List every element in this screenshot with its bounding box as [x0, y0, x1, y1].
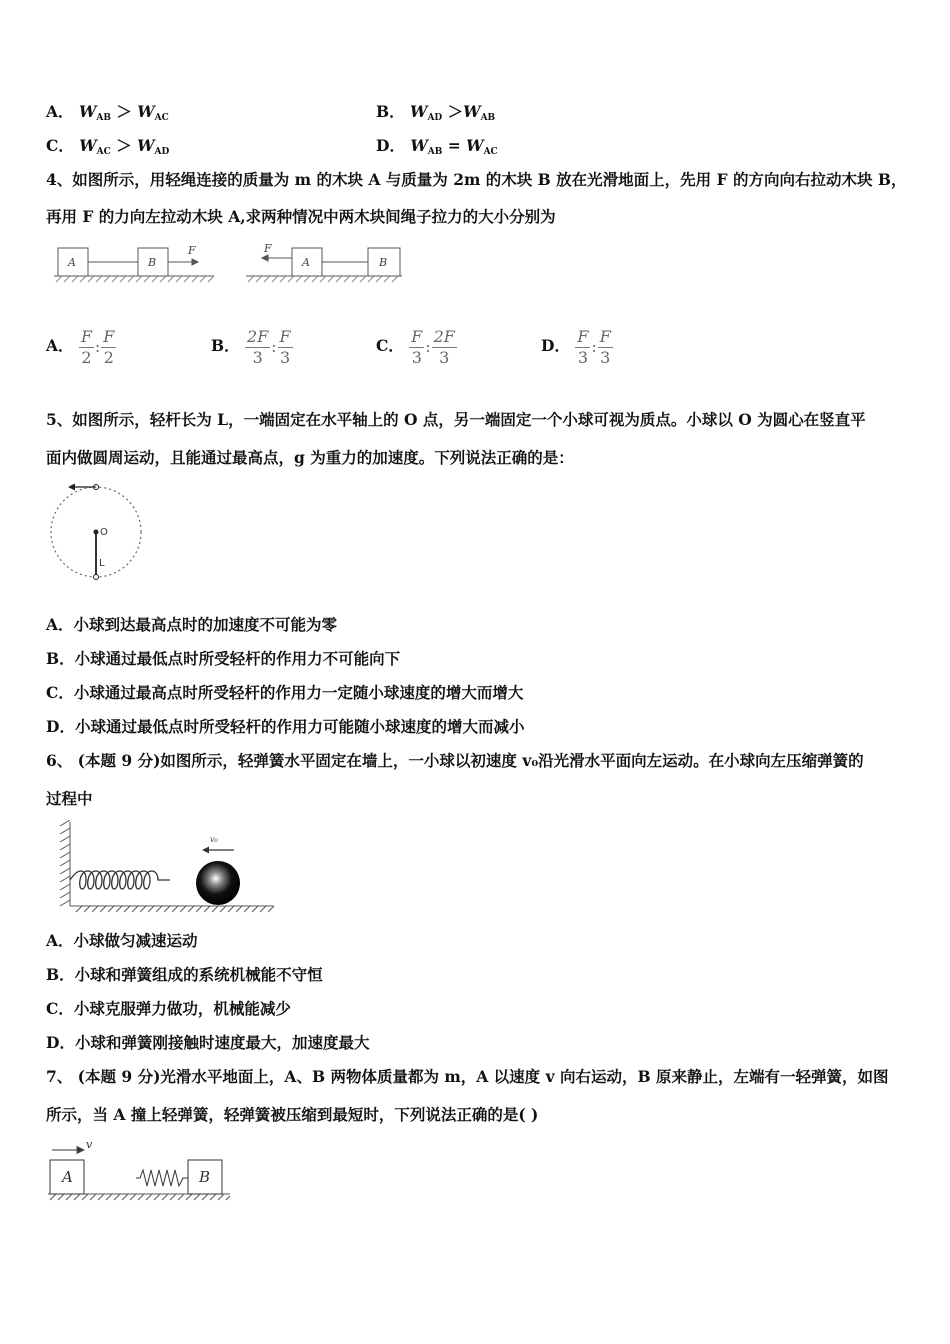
label-a-2: A	[302, 256, 310, 269]
option-label: B．	[376, 102, 405, 121]
velocity-arrow	[68, 484, 75, 491]
separator: :	[271, 338, 277, 356]
operator: ＞	[110, 136, 138, 155]
subscript: AB	[96, 113, 111, 123]
q6-stem-line1: 6、 (本题 9 分)如图所示，轻弹簧水平固定在墙上，一小球以初速度 v₀沿光滑水平面向左运动。在小球向左压缩弹簧的	[46, 751, 864, 770]
work-symbol: W	[137, 136, 155, 155]
fraction: $\frac{F}{3}$	[279, 326, 291, 367]
work-symbol: W	[410, 102, 428, 121]
option-label: D．	[541, 336, 570, 355]
q6-stem-line2: 过程中	[46, 789, 93, 808]
q3-option-a	[46, 102, 169, 128]
ball	[94, 575, 99, 580]
fraction: $\frac{F}{2}$	[103, 326, 115, 367]
fraction: $\frac{2F}{3}$	[433, 326, 455, 367]
ball	[196, 861, 240, 905]
option-label: C．	[376, 336, 404, 355]
subscript: AC	[154, 113, 169, 123]
q4-stem-line1: 4、如图所示，用轻绳连接的质量为 m 的木块 A 与质量为 2m 的木块 B 放在光滑地面上，先用 F 的方向向右拉动木块 B，	[46, 170, 907, 189]
subscript: AD	[427, 113, 443, 123]
ground-hatch	[56, 276, 214, 282]
fraction: $\frac{F}{3}$	[577, 326, 589, 367]
operator: ＞	[442, 102, 464, 121]
fraction: $\frac{F}{2}$	[80, 326, 93, 367]
option-label: D．	[376, 136, 405, 155]
q4-option-b	[211, 325, 293, 368]
label-b: B	[148, 256, 157, 269]
q6-option-a: A．小球做匀减速运动	[46, 931, 198, 950]
q4-stem-line2: 再用 F 的力向左拉动木块 A,求两种情况中两木块间绳子拉力的大小分别为	[46, 207, 556, 226]
subscript: AC	[96, 147, 111, 157]
q6-option-b: B．小球和弹簧组成的系统机械能不守恒	[46, 965, 323, 984]
label-f-2: F	[264, 242, 272, 255]
option-label: A．	[46, 102, 74, 121]
subscript: AB	[480, 113, 496, 123]
q7-figure	[44, 1134, 234, 1204]
q6-option-c: C．小球克服弹力做功，机械能减少	[46, 999, 291, 1018]
label-v: v	[86, 1138, 93, 1151]
option-label: A．	[46, 336, 74, 355]
q3-option-c	[46, 136, 169, 162]
option-label: C．	[46, 136, 74, 155]
q5-option-b: B．小球通过最低点时所受轻杆的作用力不可能向下	[46, 649, 401, 668]
label-v0: v₀	[210, 835, 218, 844]
q4-option-a	[46, 325, 116, 368]
work-symbol: W	[137, 102, 155, 121]
work-symbol: W	[79, 136, 97, 155]
label-a: A	[62, 1168, 73, 1186]
q4-figure	[50, 238, 420, 288]
q7-stem-line1: 7、 (本题 9 分)光滑水平地面上，A、B 两物体质量都为 m，A 以速度 v 向右运动，B 原来静止，左端有一轻弹簧，如图	[46, 1067, 889, 1086]
label-a: A	[68, 256, 76, 269]
label-b: B	[199, 1168, 211, 1186]
work-symbol: W	[463, 102, 481, 121]
q6-option-d: D．小球和弹簧刚接触时速度最大，加速度最大	[46, 1033, 370, 1052]
velocity-arrow	[77, 1147, 84, 1154]
q5-option-a: A．小球到达最高点时的加速度不可能为零	[46, 615, 338, 634]
q3-option-d	[376, 136, 498, 162]
q5-option-c: C．小球通过最高点时所受轻杆的作用力一定随小球速度的增大而增大	[46, 683, 524, 702]
q7-stem-line2: 所示，当 A 撞上轻弹簧，轻弹簧被压缩到最短时，下列说法正确的是( )	[46, 1105, 539, 1124]
operator: =	[442, 136, 467, 155]
label-o: O	[100, 527, 108, 538]
label-l: L	[99, 558, 105, 569]
separator: :	[591, 338, 597, 356]
separator: :	[95, 338, 101, 356]
q4-option-c	[376, 325, 457, 368]
q4-option-d	[541, 325, 613, 368]
work-symbol: W	[78, 102, 97, 121]
pivot-o	[94, 530, 99, 535]
work-symbol: W	[466, 136, 484, 155]
q3-option-b	[376, 102, 495, 128]
label-f: F	[188, 244, 196, 257]
fraction: $\frac{F}{3}$	[411, 326, 423, 367]
spring	[70, 871, 170, 889]
q5-stem-line1: 5、如图所示，轻杆长为 L，一端固定在水平轴上的 O 点，另一端固定一个小球可视为质点。小球以 O 为圆心在竖直平	[46, 410, 866, 429]
label-b-2: B	[379, 256, 388, 269]
work-symbol: W	[410, 136, 428, 155]
separator: :	[425, 338, 431, 356]
option-label: B．	[211, 336, 240, 355]
fraction: $\frac{F}{3}$	[599, 326, 611, 367]
subscript: AB	[427, 147, 443, 157]
q5-figure	[48, 480, 148, 588]
spring	[136, 1170, 188, 1186]
operator: ＞	[110, 102, 138, 121]
subscript: AD	[154, 147, 170, 157]
q5-option-d: D．小球通过最低点时所受轻杆的作用力可能随小球速度的增大而减小	[46, 717, 525, 736]
velocity-arrow	[202, 847, 209, 854]
q5-stem-line2: 面内做圆周运动，且能通过最高点，g 为重力的加速度。下列说法正确的是：	[46, 448, 574, 467]
fraction: $\frac{2F}{3}$	[247, 326, 269, 367]
subscript: AC	[483, 147, 498, 157]
q6-figure	[56, 820, 278, 916]
